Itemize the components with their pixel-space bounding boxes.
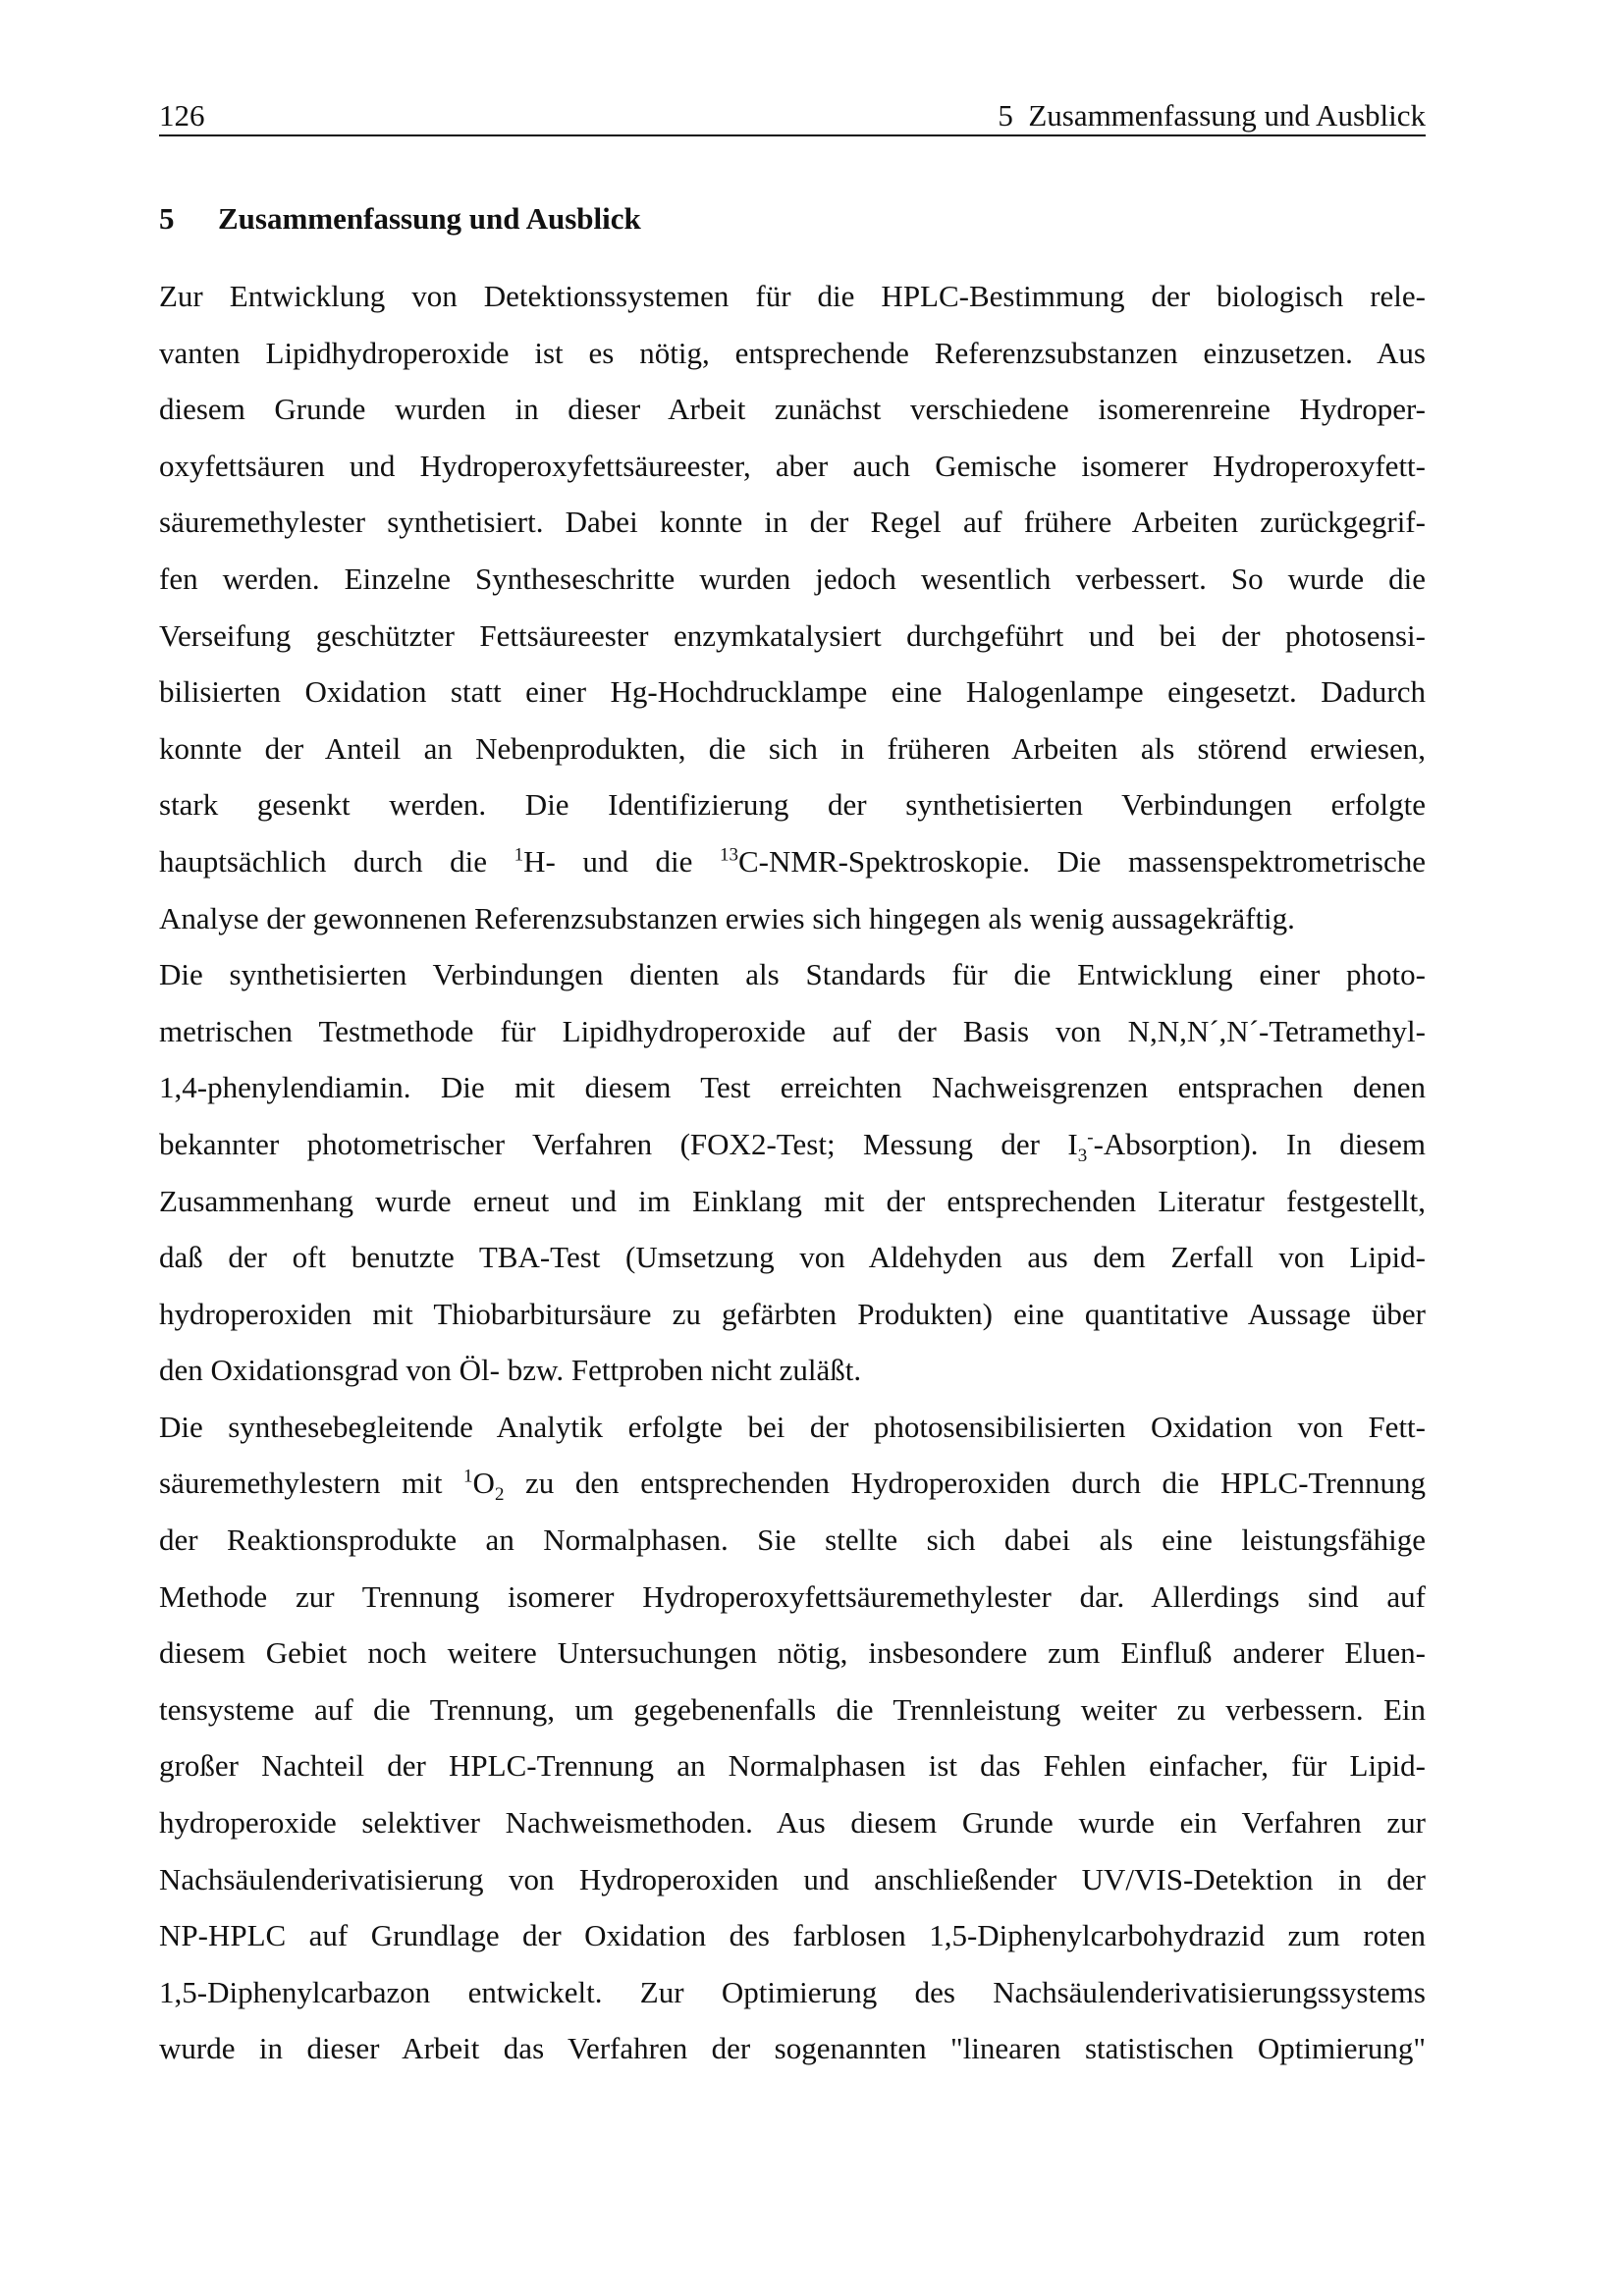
text-line: hydroperoxiden mit Thiobarbitursäure zu gefärbten Produkten) eine quantitative Aussage über [159,1296,1426,1331]
page-number: 126 [159,98,205,133]
paragraph-3 [159,1399,1426,2077]
text-line: bilisierten Oxidation statt einer Hg-Hochdrucklampe eine Halogenlampe eingesetzt. Dadurch [159,674,1426,710]
text-line: der Reaktionsprodukte an Normalphasen. Sie stellte sich dabei als eine leistungsfähige [159,1522,1426,1558]
text-fragment: -Absorption). In diesem [1093,1126,1426,1161]
singlet-superscript: 1 [463,1467,473,1488]
subscript: 2 [494,1484,505,1506]
text-line: Zur Entwicklung von Detektionssystemen für die HPLC-Bestimmung der biologisch rele- [159,279,1426,313]
text-fragment: C-NMR-Spektroskopie. Die massenspektrometrische [737,843,1426,879]
text-line: fen werden. Einzelne Syntheseschritte wurden jedoch wesentlich verbessert. So wurde die [159,561,1426,596]
text-line: Nachsäulenderivatisierung von Hydroperoxiden und anschließender UV/VIS-Detektion in der [159,1861,1426,1896]
text-line: NP-HPLC auf Grundlage der Oxidation des farblosen 1,5-Diphenylcarbohydrazid zum roten [159,1918,1426,1953]
text-fragment: säuremethylestern mit [159,1466,464,1501]
text-line: wurde in dieser Arbeit das Verfahren der sogenannten "linearen statistischen Optimierung" [159,2031,1426,2066]
chapter-title: Zusammenfassung und Ausblick [218,201,641,236]
text-fragment: zu den entsprechenden Hydroperoxiden durch die HPLC-Trennung [504,1466,1426,1501]
text-line: Die synthetisierten Verbindungen dienten als Standards für die Entwicklung einer photo- [159,957,1426,992]
text-line: Analyse der gewonnenen Referenzsubstanzen erwies sich hingegen als wenig aussagekräftig. [159,900,1295,935]
text-line: metrischen Testmethode für Lipidhydroperoxide auf der Basis von N,N,N´,N´-Tetramethyl- [159,1013,1426,1048]
text-line: Methode zur Trennung isomerer Hydroperoxyfettsäuremethylester dar. Allerdings sind auf [159,1578,1426,1614]
text-line: 1,4-phenylendiamin. Die mit diesem Test erreichten Nachweisgrenzen entsprachen denen [159,1070,1426,1105]
isotope-superscript: 1 [514,844,524,866]
charge-superscript: - [1087,1127,1094,1148]
subscript: 3 [1077,1146,1088,1167]
text-line: den Oxidationsgrad von Öl- bzw. Fettproben nicht zuläßt. [159,1353,862,1388]
text-line: oxyfettsäuren und Hydroperoxyfettsäureester, aber auch Gemische isomerer Hydroperoxyfett- [159,448,1426,483]
paragraph-1 [159,268,1426,946]
text-line: 1,5-Diphenylcarbazon entwickelt. Zur Optimierung des Nachsäulenderivatisierungssystems [159,1974,1426,2009]
isotope-superscript: 13 [719,844,738,866]
text-line: Die synthesebegleitende Analytik erfolgte bei der photosensibilisierten Oxidation von Fett- [159,1409,1426,1444]
text-fragment: hauptsächlich durch die [159,843,514,879]
paragraph-2 [159,946,1426,1399]
body-text [159,268,1426,2077]
text-line: Zusammenhang wurde erneut und im Einklang mit der entsprechenden Literatur festgestellt, [159,1183,1426,1218]
text-line: Verseifung geschützter Fettsäureester enzymkatalysiert durchgeführt und bei der photosensi- [159,617,1426,653]
document-page [159,98,1426,2077]
text-line: vanten Lipidhydroperoxide ist es nötig, entsprechende Referenzsubstanzen einzusetzen. Aus [159,335,1426,370]
text-line: säuremethylester synthetisiert. Dabei konnte in der Regel auf frühere Arbeiten zurückgegrif- [159,505,1426,540]
text-line: tensysteme auf die Trennung, um gegebenenfalls die Trennleistung weiter zu verbessern. Ein [159,1691,1426,1727]
text-fragment: O [472,1466,495,1501]
text-line: stark gesenkt werden. Die Identifizierung der synthetisierten Verbindungen erfolgte [159,787,1426,823]
running-title: 5 Zusammenfassung und Ausblick [998,98,1426,133]
chapter-number: 5 [159,201,175,236]
text-line: diesem Gebiet noch weitere Untersuchungen nötig, insbesondere zum Einfluß anderer Eluen- [159,1635,1426,1671]
text-line: diesem Grunde wurden in dieser Arbeit zunächst verschiedene isomerenreine Hydroper- [159,392,1426,427]
text-line-triiodide [159,1116,1426,1173]
chapter-heading [159,199,1426,239]
text-line: hydroperoxide selektiver Nachweismethoden. Aus diesem Grunde wurde ein Verfahren zur [159,1805,1426,1841]
running-header [159,98,1426,136]
text-line-singlet-oxygen [159,1455,1426,1512]
text-line: daß der oft benutzte TBA-Test (Umsetzung von Aldehyden aus dem Zerfall von Lipid- [159,1240,1426,1275]
text-line: konnte der Anteil an Nebenprodukten, die sich in früheren Arbeiten als störend erwiesen, [159,730,1426,766]
text-line: großer Nachteil der HPLC-Trennung an Normalphasen ist das Fehlen einfacher, für Lipid- [159,1748,1426,1784]
text-fragment: H- und die [523,843,720,879]
text-line-nmr [159,833,1426,890]
text-fragment: bekannter photometrischer Verfahren (FOX2-Test; Messung der I [159,1126,1078,1161]
